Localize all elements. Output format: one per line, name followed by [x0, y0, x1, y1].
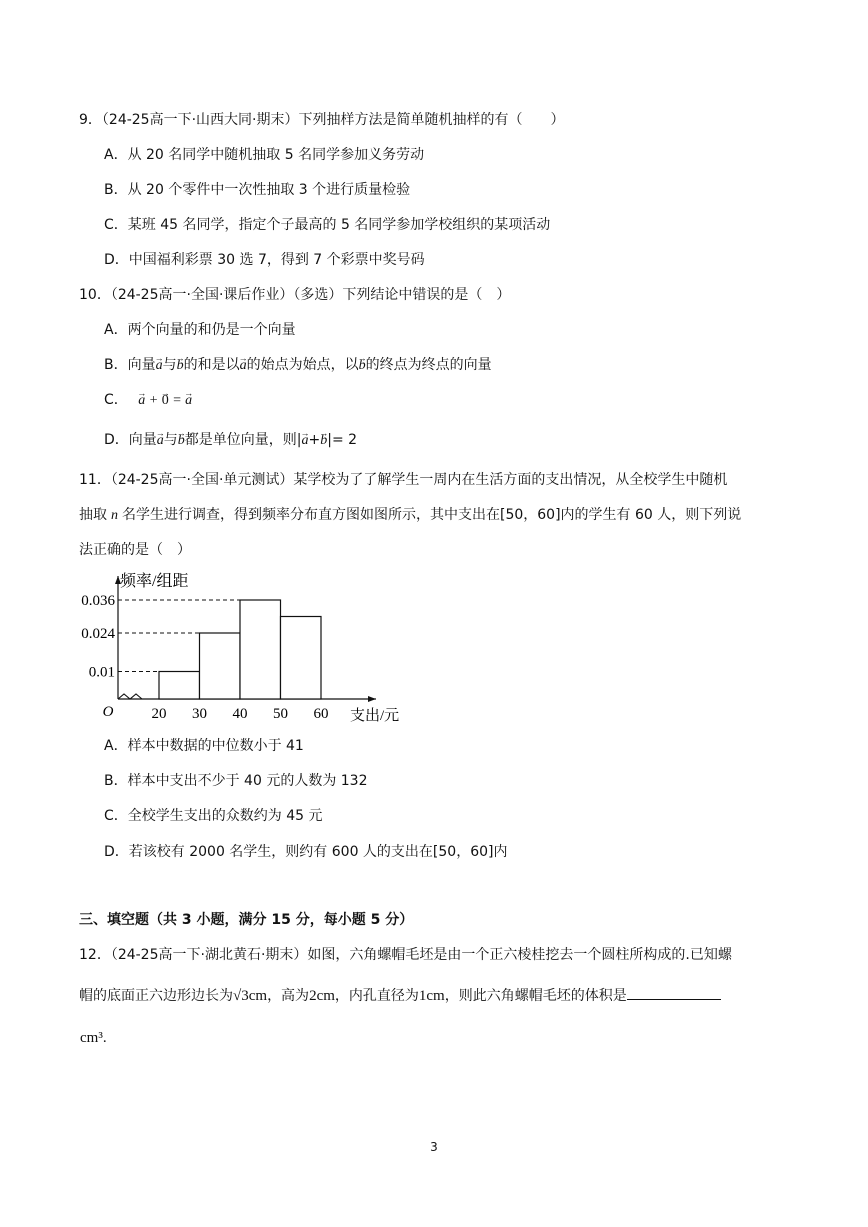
q10-c-label: C．: [104, 392, 128, 408]
q11-n: n: [111, 508, 118, 523]
q12-text: ，内孔直径为: [334, 988, 419, 1004]
q11-option-d: D．若该校有 2000 名学生，则约有 600 人的支出在[50，60]内: [104, 844, 508, 860]
vector-zero: → 0: [162, 393, 169, 408]
q10-option-c: [104, 390, 192, 411]
q11-stem-text: 抽取: [79, 507, 107, 523]
q10-option-b: [104, 355, 492, 376]
y-tick-label: 0.01: [88, 664, 115, 681]
q10-d-text-1: D．向量: [104, 432, 157, 448]
section-heading: 三、填空题（共 3 小题，满分 15 分，每小题 5 分）: [79, 912, 414, 928]
y-axis-label: 频率/组距: [120, 573, 189, 590]
q12-height: 2cm: [309, 988, 335, 1004]
vector-b: → b: [320, 433, 327, 448]
q10-option-d: [104, 430, 357, 451]
q10-b-text-4: 的始点为始点，以: [246, 357, 359, 373]
q12-unit: cm³.: [80, 1030, 107, 1046]
histogram-bar: [159, 672, 200, 700]
vector-a: → a: [156, 358, 163, 373]
q9-option-d: D．中国福利彩票 30 选 7，得到 7 个彩票中奖号码: [104, 252, 425, 268]
answer-blank[interactable]: [627, 985, 721, 1000]
q9-option-b: B．从 20 个零件中一次性抽取 3 个进行质量检验: [104, 182, 411, 198]
vector-a: → a: [240, 358, 247, 373]
y-tick-label: 0.036: [81, 593, 115, 609]
q10-b-text-5: 的终点为终点的向量: [365, 357, 492, 373]
q10-c-formula: → a + → 0 = → a: [138, 393, 192, 408]
q10-b-text-2: 与: [162, 357, 177, 373]
q12-stem-line1: 12．（24-25高一下·湖北黄石·期末）如图，六角螺帽毛坯是由一个正六棱桂挖去一个圆柱所构成的.已知螺: [79, 947, 732, 963]
q11-stem-text: 名学生进行调查，得到频率分布直方图如图所示，其中支出在[50，60]内的学生有 60 人，则下列说: [122, 507, 742, 523]
x-axis-arrow: [368, 696, 376, 702]
histogram-bar: [281, 617, 322, 700]
q11-option-c: C．全校学生支出的众数约为 45 元: [104, 808, 323, 824]
histogram-bar: [240, 600, 281, 699]
vector-a: → a: [302, 433, 309, 448]
y-tick-label: 0.024: [81, 626, 115, 642]
q10-d-text-3: 都是单位向量，则|: [184, 432, 302, 448]
axis-break: [118, 694, 142, 699]
q10-d-text-2: 与: [163, 432, 178, 448]
q12-side-length: √3cm: [233, 988, 268, 1004]
q12-text: ，则此六角螺帽毛坯的体积是: [444, 988, 627, 1004]
q10-b-text-1: B．向量: [104, 357, 156, 373]
vector-a: → a: [157, 433, 164, 448]
x-axis-label: 支出/元: [350, 708, 400, 724]
q12-diameter: 1cm: [418, 988, 445, 1004]
vector-b: → b: [178, 433, 185, 448]
q11-stem-line2: [79, 505, 741, 526]
page-number: 3: [430, 1140, 438, 1154]
histogram-bar: [200, 633, 241, 699]
q10-d-text-4: +: [308, 432, 321, 448]
q11-option-a: A．样本中数据的中位数小于 41: [104, 738, 304, 754]
q9-stem: 9．（24-25高一下·山西大同·期末）下列抽样方法是简单随机抽样的有（ ）: [79, 112, 565, 128]
x-tick-label: 40: [232, 706, 248, 722]
x-tick-label: 30: [192, 706, 207, 722]
q10-d-text-5: |= 2: [327, 432, 358, 448]
q12-text: ，高为: [267, 988, 310, 1004]
q12-text: 帽的底面正六边形边长为: [79, 988, 233, 1004]
x-tick-label: 50: [273, 706, 288, 722]
x-tick-label: 20: [151, 706, 167, 722]
q10-option-a: A．两个向量的和仍是一个向量: [104, 322, 296, 338]
origin-label: O: [102, 704, 114, 720]
q10-stem: 10．（24-25高一·全国·课后作业）（多选）下列结论中错误的是（ ）: [79, 287, 511, 303]
vector-b: → b: [359, 358, 366, 373]
vector-b: → b: [177, 358, 184, 373]
frequency-histogram: [80, 568, 420, 732]
q11-stem-line1: 11．（24-25高一·全国·单元测试）某学校为了了解学生一周内在生活方面的支出情况，从全校学生中随机: [79, 472, 728, 488]
q9-option-c: C．某班 45 名同学，指定个子最高的 5 名同学参加学校组织的某项活动: [104, 217, 551, 233]
q11-stem-line3: 法正确的是（ ）: [79, 542, 191, 558]
vector-a: → a: [138, 393, 145, 408]
x-tick-label: 60: [313, 706, 329, 722]
q12-stem-line2: [79, 985, 721, 1006]
vector-a: → a: [185, 393, 192, 408]
q9-option-a: A．从 20 名同学中随机抽取 5 名同学参加义务劳动: [104, 147, 425, 163]
q11-option-b: B．样本中支出不少于 40 元的人数为 132: [104, 773, 368, 789]
q10-b-text-3: 的和是以: [183, 357, 240, 373]
